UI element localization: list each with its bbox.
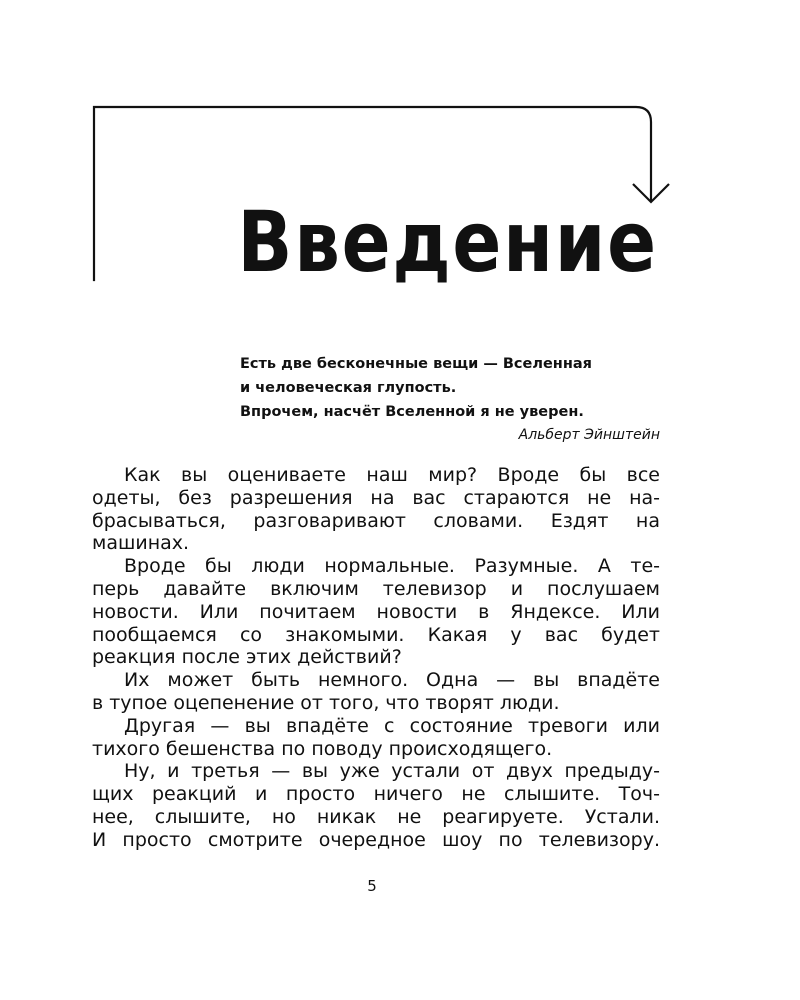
epigraph-line-2: и человеческая глупость. xyxy=(240,380,457,396)
text-line: Как вы оцениваете наш мир? Вроде бы все xyxy=(124,464,660,486)
text-line: реакция после этих действий? xyxy=(92,646,402,669)
text-line: пообщаемся со знакомыми. Какая у вас будет xyxy=(92,623,660,646)
text-line: в тупое оцепенение от того, что творят люди. xyxy=(92,691,560,714)
text-line: машинах. xyxy=(92,532,190,555)
epigraph xyxy=(240,352,660,446)
text-line: Ну, и третья — вы уже устали от двух предыду- xyxy=(124,760,660,783)
text-line: перь давайте включим телевизор и послушаем xyxy=(92,577,660,600)
chapter-title: Введение xyxy=(237,193,658,291)
body-text xyxy=(92,464,660,852)
text-line: Их может быть немного. Одна — вы впадёте xyxy=(124,669,660,692)
text-line: нее, слышите, но никак не реагируете. Устали. xyxy=(92,805,660,828)
epigraph-line-3: Впрочем, насчёт Вселенной я не уверен. xyxy=(240,404,584,420)
text-line: Другая — вы впадёте с состояние тревоги или xyxy=(124,714,660,737)
epigraph-line-1 xyxy=(240,352,660,376)
text-line: Вроде бы люди нормальные. Разумные. А те- xyxy=(124,555,660,578)
text-line: щих реакций и просто ничего не слышите. Точ- xyxy=(92,783,660,806)
epigraph-author: Альберт Эйнштейн xyxy=(518,427,660,443)
epigraph-line-1-text: Есть две бесконечные вещи — Вселенная xyxy=(240,356,592,372)
text-line: тихого бешенства по поводу происходящего. xyxy=(92,737,553,760)
text-line: новости. Или почитаем новости в Яндексе. Или xyxy=(92,600,660,623)
text-line: брасываться, разговаривают словами. Ездят на xyxy=(92,509,660,532)
text-line: одеты, без разрешения на вас стараются не на- xyxy=(92,486,660,509)
page-number: 5 xyxy=(367,877,377,895)
text-line: И просто смотрите очередное шоу по телевизору. xyxy=(92,828,660,851)
